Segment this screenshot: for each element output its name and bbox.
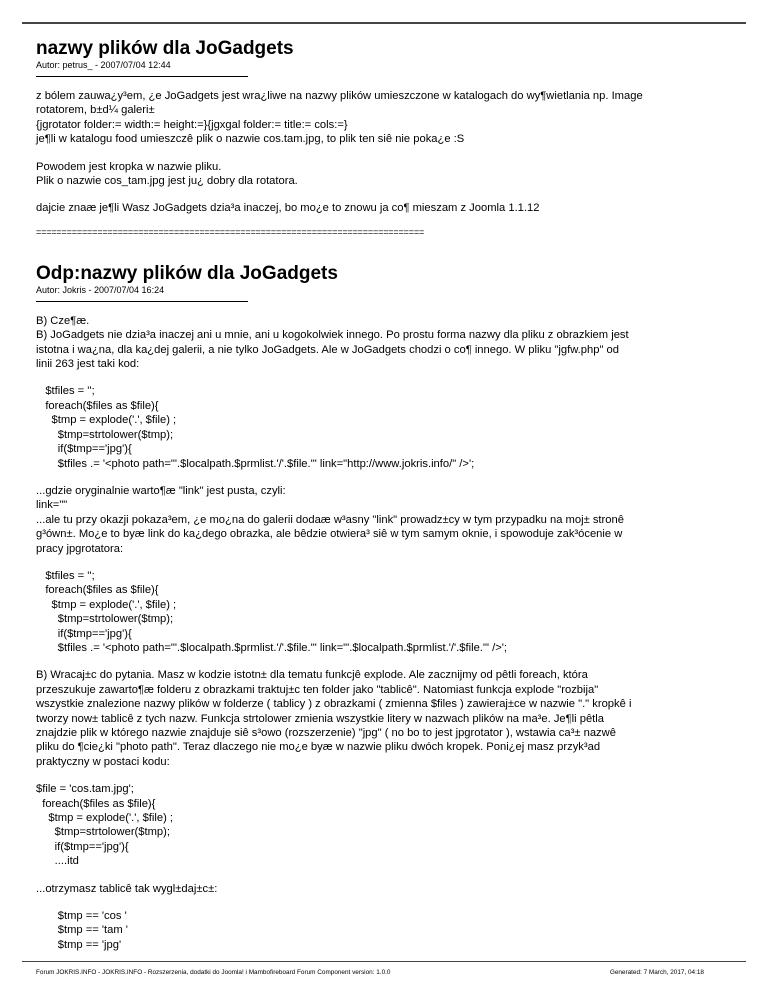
code-line: if($tmp=='jpg'){	[36, 627, 132, 640]
text-line: wszystkie znalezione nazwy plików w folderze ( tablicy ) z obrazkami ( zmienna $files ) zawieraj±ce w nazwie "." kropkê i	[36, 698, 632, 711]
code-line: $tmp = explode('.', $file) ;	[36, 812, 174, 825]
text-line: {jgrotator folder:= width:= height:=}{jgxgal folder:= title:= cols:=}	[36, 118, 348, 131]
text-line: Plik o nazwie cos_tam.jpg jest ju¿ dobry dla rotatora.	[36, 175, 298, 188]
post-1	[36, 36, 728, 237]
code-block	[36, 909, 728, 952]
text-line: B) Wracaj±c do pytania. Masz w kodzie istotn± dla tematu funkcjê explode. Ale zacznijmy od pêtli foreach, która	[36, 669, 588, 682]
code-block	[36, 384, 728, 470]
text-line: rotatorem, b±d¼ galeri±	[36, 104, 155, 117]
code-line: $tfiles = '';	[36, 569, 95, 582]
code-line: $tfiles = '';	[36, 385, 95, 398]
code-line: $tfiles .= '<photo path="'.$localpath.$prmlist.'/'.$file.'" link="http://www.jokris.info/" />';	[36, 457, 475, 470]
text-line: ...gdzie oryginalnie warto¶æ "link" jest pusta, czyli:	[36, 484, 286, 497]
text-line: g³ówn±. Mo¿e to byæ link do ka¿dego obrazka, ale bêdzie otwiera³ siê w tym samym oknie, i spowoduje zak³ócenie w	[36, 528, 623, 541]
text-line: Powodem jest kropka w nazwie pliku.	[36, 160, 222, 173]
top-rule	[22, 22, 746, 24]
footer-forum-info: Forum JOKRIS.INFO - JOKRIS.INFO - Rozszerzenia, dodatki do Joomla! i Mambofireboard Forum Component version: 1.0.0	[36, 969, 391, 976]
text-line: z bólem zauwa¿y³em, ¿e JoGadgets jest wra¿liwe na nazwy plików umieszczone w katalogach do wy¶wietlania np. Image	[36, 90, 643, 102]
post-paragraph	[36, 882, 728, 896]
code-line: $tmp == 'jpg'	[36, 938, 122, 951]
text-line: je¶li w katalogu food umieszczê plik o nazwie cos.tam.jpg, to plik ten siê nie poka¿e :S	[36, 133, 465, 146]
text-line: pliku do ¶cie¿ki "photo path". Teraz dlaczego nie mo¿e byæ w nazwie pliku dwóch kropek. Poni¿ej masz przyk³ad	[36, 741, 601, 754]
document-content	[36, 36, 728, 965]
post-paragraph	[36, 668, 728, 769]
code-line: $tmp == 'tam '	[36, 924, 128, 937]
post-paragraph	[36, 484, 728, 556]
post-meta: Autor: petrus_ - 2007/07/04 12:44	[36, 60, 171, 70]
text-line: tworzy now± tablicê z tych nazw. Funkcja strtolower zmienia wszystkie litery w nazwach plików na ma³e. Je¶li pêtla	[36, 712, 604, 725]
text-line: pracy jpgrotatora:	[36, 542, 124, 555]
code-line: if($tmp=='jpg'){	[36, 443, 132, 456]
code-line: foreach($files as $file){	[36, 584, 159, 597]
post-title: Odp:nazwy plików dla JoGadgets	[36, 262, 338, 284]
code-line: $tmp=strtolower($tmp);	[36, 613, 174, 626]
code-block	[36, 569, 728, 655]
code-line: $tmp = explode('.', $file) ;	[36, 414, 177, 427]
code-line: $tmp=strtolower($tmp);	[36, 826, 170, 839]
text-line: ...ale tu przy okazji pokaza³em, ¿e mo¿na do galerii dodaæ w³asny "link" prowadz±cy w tym przypadku na moj± stronê	[36, 513, 624, 526]
text-line: link=""	[36, 499, 68, 512]
code-line: $file = 'cos.tam.jpg';	[36, 783, 134, 796]
meta-rule	[36, 76, 248, 77]
text-line: linii 263 jest taki kod:	[36, 358, 140, 371]
post-paragraph	[36, 201, 728, 215]
code-line: $tfiles .= '<photo path="'.$localpath.$prmlist.'/'.$file.'" link="'.$localpath.$prmlist.'/'.$file.'" />';	[36, 641, 507, 654]
code-line: $tmp=strtolower($tmp);	[36, 428, 174, 441]
code-line: $tmp == 'cos '	[36, 910, 127, 923]
post-paragraph	[36, 89, 728, 147]
post-paragraph	[36, 160, 728, 189]
meta-rule	[36, 301, 248, 302]
post-paragraph	[36, 314, 728, 372]
text-line: B) Cze¶æ.	[36, 314, 90, 327]
code-line: foreach($files as $file){	[36, 399, 159, 412]
footer-rule	[22, 961, 746, 962]
post-title: nazwy plików dla JoGadgets	[36, 38, 294, 59]
code-line: ....itd	[36, 855, 79, 868]
post-2	[36, 261, 728, 952]
code-line: foreach($files as $file){	[36, 797, 156, 810]
code-line: if($tmp=='jpg'){	[36, 840, 129, 853]
text-line: istotna i wa¿na, dla ka¿dej galerii, a nie tylko JoGadgets. Ale w JoGadgets chodzi o co¶ innego. W pliku "jgfw.php" od	[36, 343, 619, 356]
text-line: przeszukuje zawarto¶æ folderu z obrazkami traktuj±c ten folder jako "tablicê". Natomiast funkcja explode "rozbija"	[36, 683, 599, 696]
text-line: ...otrzymasz tablicê tak wygl±daj±c±:	[36, 882, 218, 895]
text-line: praktyczny w postaci kodu:	[36, 755, 170, 768]
text-line: znajdzie plik w którego nazwie znajduje siê s³owo (rozszerzenie) "jpg" ( no bo to jest jpgrotator ), wstawia ca³± nazwê	[36, 727, 616, 739]
footer-generated-date: Generated: 7 March, 2017, 04:18	[609, 969, 704, 976]
text-line: dajcie znaæ je¶li Wasz JoGadgets dzia³a inaczej, bo mo¿e to znowu ja co¶ mieszam z Joomla 1.1.12	[36, 202, 540, 215]
code-block	[36, 782, 728, 868]
code-line: $tmp = explode('.', $file) ;	[36, 598, 177, 611]
post-meta: Autor: Jokris - 2007/07/04 16:24	[36, 284, 165, 295]
post-separator: ============================================================================	[36, 226, 425, 237]
text-line: B) JoGadgets nie dzia³a inaczej ani u mnie, ani u kogokolwiek innego. Po prostu forma nazwy dla pliku z obrazkiem jest	[36, 329, 629, 342]
